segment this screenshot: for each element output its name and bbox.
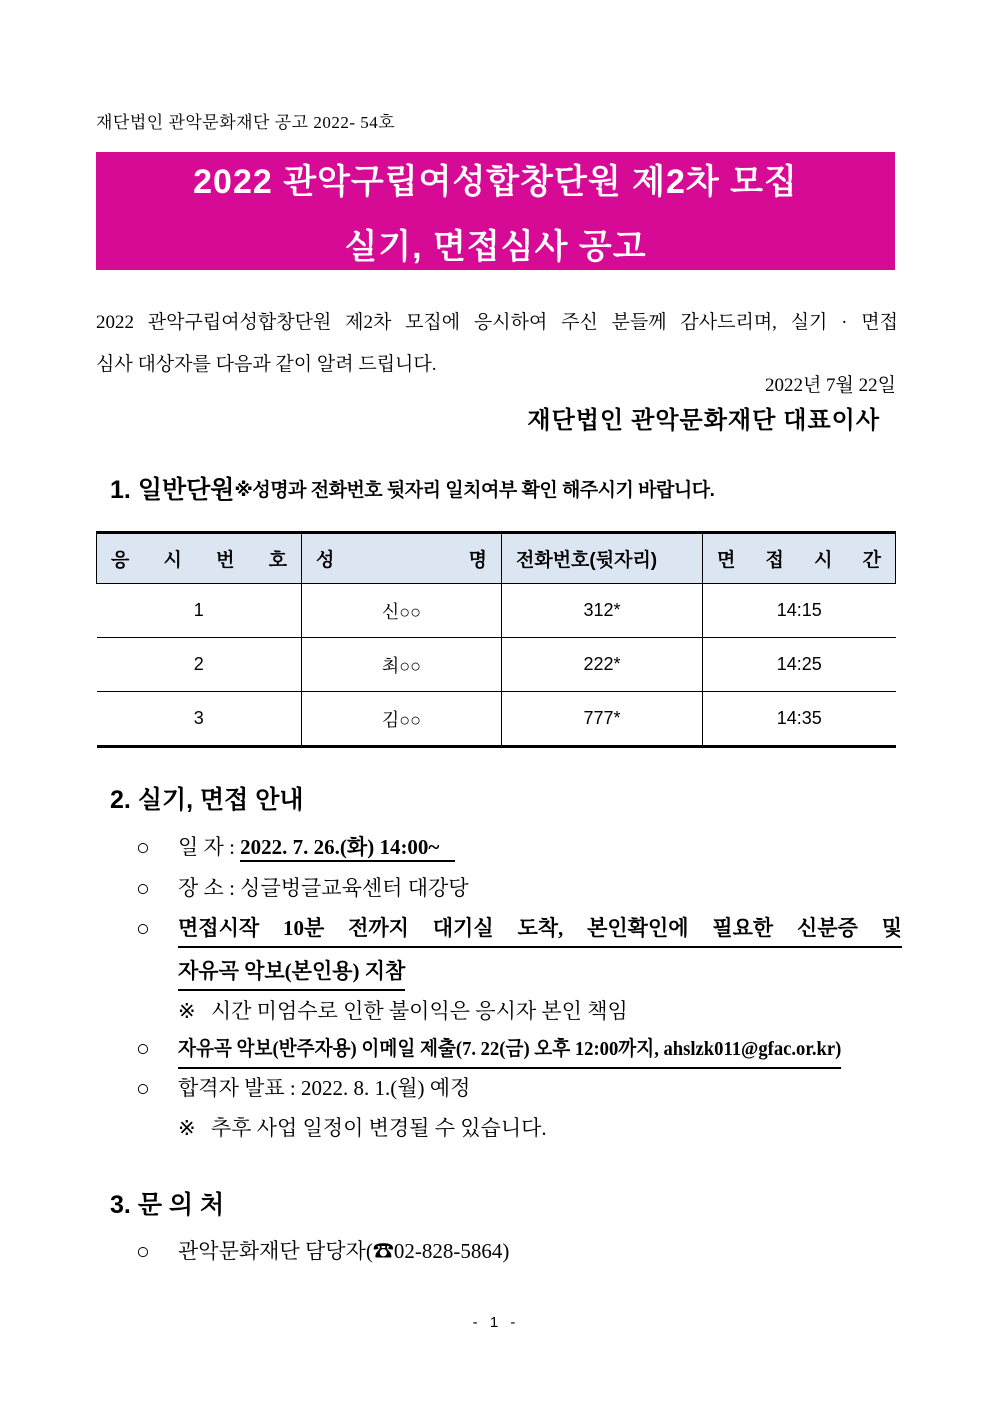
intro-line2: 심사 대상자를 다음과 같이 알려 드립니다. xyxy=(96,354,437,375)
circle-bullet-icon: ○ xyxy=(136,876,150,901)
circle-bullet-icon: ○ xyxy=(136,835,150,860)
page-number: - 1 - xyxy=(472,1314,520,1331)
contact-suffix: ) xyxy=(502,1239,510,1263)
section2-number: 2. xyxy=(110,786,131,814)
section1-heading xyxy=(110,470,714,506)
section1-title: 일반단원 xyxy=(137,476,235,504)
table-header-cell: 응 시 번 호 xyxy=(97,533,302,584)
table-row xyxy=(97,638,896,692)
section2-heading xyxy=(110,780,304,816)
table-cell-time: 14:15 xyxy=(703,584,896,638)
title-banner xyxy=(96,152,895,270)
note-punctuality xyxy=(96,995,902,1027)
table-cell-no: 1 xyxy=(97,584,302,638)
banner-title-line2: 실기, 면접심사 공고 xyxy=(344,228,647,266)
arrival-instruction-line2: 자유곡 악보(본인용) 지참 xyxy=(178,955,405,991)
table-cell-phone: 777* xyxy=(502,692,703,747)
table-cell-phone: 222* xyxy=(502,638,703,692)
arrival-instruction-line1: 면접시작 10분 전까지 대기실 도착, 본인확인에 필요한 신분증 및 xyxy=(178,912,902,948)
section3-number: 3. xyxy=(110,1191,131,1219)
table-cell-time: 14:25 xyxy=(703,638,896,692)
circle-bullet-icon: ○ xyxy=(136,916,150,941)
phone-icon: ☎ xyxy=(372,1239,394,1263)
interview-place-text: 장 소 : 싱글벙글교육센터 대강당 xyxy=(178,876,469,900)
phone-number: 02-828-5864 xyxy=(393,1239,503,1263)
reference-mark-icon: ※ xyxy=(178,1116,196,1140)
item-arrival-line2 xyxy=(96,955,902,991)
item-contact xyxy=(96,1235,902,1267)
interview-date-value: 2022. 7. 26.(화) 14:00~ xyxy=(240,835,455,862)
interview-date-label: 일 자 : xyxy=(178,835,241,859)
contact-prefix: 관악문화재단 담당자( xyxy=(178,1239,373,1263)
table-row xyxy=(97,584,896,638)
note-schedule-text: 추후 사업 일정이 변경될 수 있습니다. xyxy=(210,1116,547,1140)
section2-title: 실기, 면접 안내 xyxy=(137,786,304,814)
table-header-row xyxy=(97,533,896,584)
section1-note: ※성명과 전화번호 뒷자리 일치여부 확인 해주시기 바랍니다. xyxy=(234,480,715,501)
item-interview-date xyxy=(96,831,902,863)
table-cell-no: 3 xyxy=(97,692,302,747)
circle-bullet-icon: ○ xyxy=(136,1036,150,1061)
note-schedule-change xyxy=(96,1112,902,1144)
section3-heading xyxy=(110,1185,224,1221)
table-row xyxy=(97,692,896,747)
email-submission-text: 자유곡 악보(반주자용) 이메일 제출(7. 22(금) 오후 12:00까지, ahslzk011@gfac.or.kr) xyxy=(178,1033,841,1069)
result-announcement-text: 합격자 발표 : 2022. 8. 1.(월) 예정 xyxy=(178,1076,471,1100)
table-cell-name: 김○○ xyxy=(302,692,502,747)
reference-mark-icon: ※ xyxy=(178,999,196,1023)
table-cell-name: 신○○ xyxy=(302,584,502,638)
circle-bullet-icon: ○ xyxy=(136,1239,150,1264)
table-cell-no: 2 xyxy=(97,638,302,692)
circle-bullet-icon: ○ xyxy=(136,1076,150,1101)
item-result-announcement xyxy=(96,1072,902,1104)
banner-title-line1: 2022 관악구립여성합창단원 제2차 모집 xyxy=(193,163,798,201)
item-email-submission xyxy=(96,1032,902,1069)
item-arrival-line1 xyxy=(96,912,902,948)
table-header-cell: 전화번호(뒷자리) xyxy=(502,533,703,584)
table-cell-name: 최○○ xyxy=(302,638,502,692)
table-header-cell: 면 접 시 간 xyxy=(703,533,896,584)
section3-title: 문 의 처 xyxy=(137,1191,225,1219)
table-cell-time: 14:35 xyxy=(703,692,896,747)
notice-date: 2022년 7월 22일 xyxy=(764,375,896,396)
note-punctuality-text: 시간 미엄수로 인한 불이익은 응시자 본인 책임 xyxy=(210,999,628,1023)
doc-number: 재단법인 관악문화재단 공고 2022- 54호 xyxy=(96,113,396,132)
intro-line1: 2022 관악구립여성합창단원 제2차 모집에 응시하여 주신 분들께 감사드리며, 실기 · 면접 xyxy=(96,312,898,333)
signer: 재단법인 관악문화재단 대표이사 xyxy=(527,408,880,434)
table-cell-phone: 312* xyxy=(502,584,703,638)
section1-number: 1. xyxy=(110,476,131,504)
table-header-cell: 성 명 xyxy=(302,533,502,584)
applicant-table xyxy=(96,531,896,748)
item-interview-place xyxy=(96,872,902,904)
